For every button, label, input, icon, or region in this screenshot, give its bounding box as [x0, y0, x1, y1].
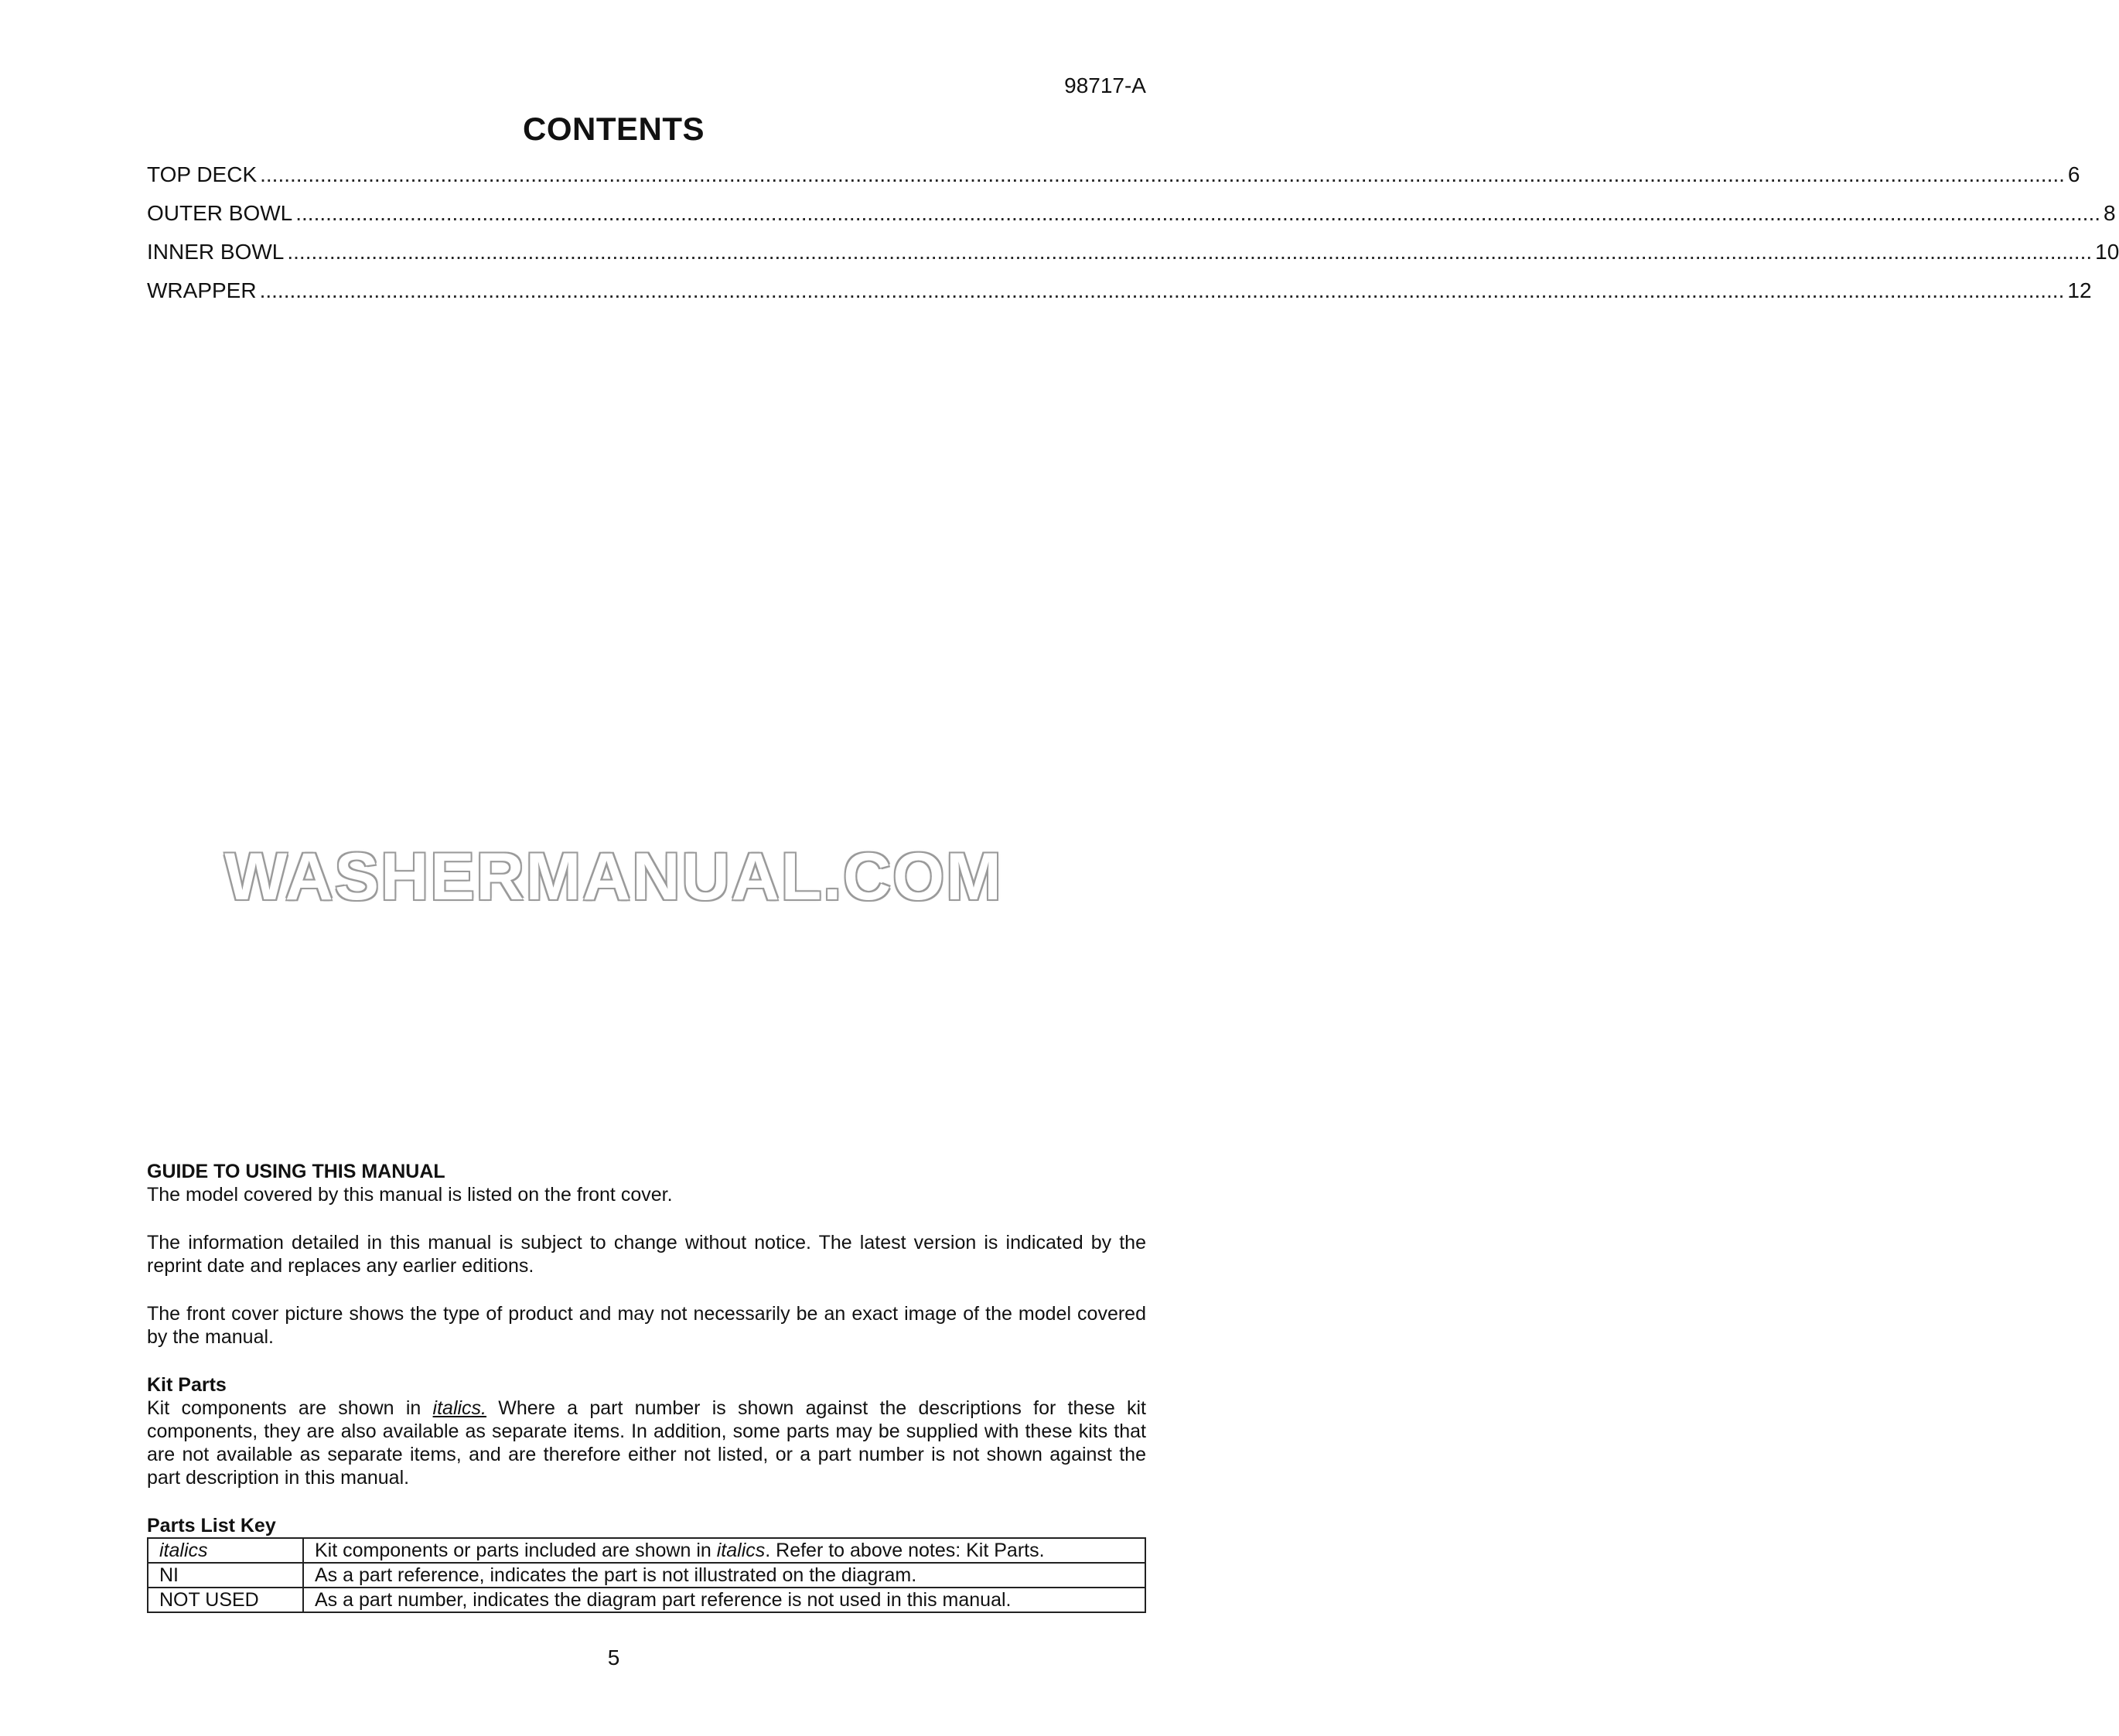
description-cell	[303, 1538, 1145, 1563]
table-of-contents	[147, 162, 2119, 317]
parts-list-key-table	[147, 1537, 1146, 1613]
page-number: 5	[607, 1646, 620, 1669]
kit-parts-paragraph	[147, 1397, 1146, 1489]
description-cell: As a part reference, indicates the part is not illustrated on the diagram.	[303, 1563, 1145, 1588]
toc-entry-page: 6	[2067, 162, 2080, 186]
toc-entry-page: 8	[2104, 201, 2116, 225]
toc-leader-dots: ............................................................................................................................................................................................................................................................................................................	[259, 278, 2065, 302]
description-cell: As a part number, indicates the diagram part reference is not used in this manual.	[303, 1588, 1145, 1612]
key-cell: NOT USED	[148, 1588, 303, 1612]
table-row	[148, 1588, 1145, 1612]
toc-entry-label: INNER BOWL	[147, 240, 285, 264]
toc-entry-page: 12	[2067, 278, 2092, 302]
guide-heading: GUIDE TO USING THIS MANUAL	[147, 1161, 445, 1182]
page-title: CONTENTS	[523, 111, 705, 147]
kit-parts-heading: Kit Parts	[147, 1374, 227, 1396]
guide-paragraph: The model covered by this manual is listed on the front cover.	[147, 1184, 673, 1206]
kit-parts-italic-word: italics.	[432, 1397, 487, 1419]
toc-entry-label: TOP DECK	[147, 162, 258, 186]
toc-entry[interactable]	[147, 201, 2116, 240]
toc-entry[interactable]	[147, 240, 2119, 278]
table-row	[148, 1538, 1145, 1563]
table-row	[148, 1563, 1145, 1588]
guide-section	[147, 1160, 1146, 1613]
toc-entry-label: OUTER BOWL	[147, 201, 293, 225]
document-number: 98717-A	[1064, 73, 1146, 97]
toc-entry[interactable]	[147, 278, 2092, 317]
key-cell: italics	[148, 1538, 303, 1563]
toc-entry[interactable]	[147, 162, 2080, 201]
toc-leader-dots: ............................................................................................................................................................................................................................................................................................................	[260, 162, 2065, 186]
parts-list-key-heading: Parts List Key	[147, 1515, 276, 1536]
description-text: . Refer to above notes: Kit Parts.	[765, 1540, 1045, 1561]
toc-leader-dots: ............................................................................................................................................................................................................................................................................................................	[287, 240, 2093, 264]
guide-paragraph: The information detailed in this manual is subject to change without notice. The latest version is indicated by the reprint date and replaces any earlier editions.	[147, 1232, 1146, 1277]
toc-entry-page: 10	[2095, 240, 2119, 264]
key-cell: NI	[148, 1563, 303, 1588]
toc-entry-label: WRAPPER	[147, 278, 257, 302]
toc-leader-dots: ............................................................................................................................................................................................................................................................................................................	[295, 201, 2101, 225]
description-italic: italics	[716, 1540, 766, 1561]
kit-parts-text: Kit components are shown in	[147, 1397, 433, 1419]
guide-paragraph: The front cover picture shows the type of product and may not necessarily be an exact image of the model covered by the manual.	[147, 1303, 1146, 1348]
kit-parts-text: Where a part number is shown against the descriptions for these kit components, they are also available as separate items. In addition, some parts may be supplied with these kits that are not available as separate items, and are therefore either not listed, or a part number is not shown against the part description in this manual.	[147, 1397, 1146, 1489]
description-text: Kit components or parts included are shown in	[315, 1540, 717, 1561]
watermark: WASHERMANUAL.COM	[224, 840, 1003, 914]
